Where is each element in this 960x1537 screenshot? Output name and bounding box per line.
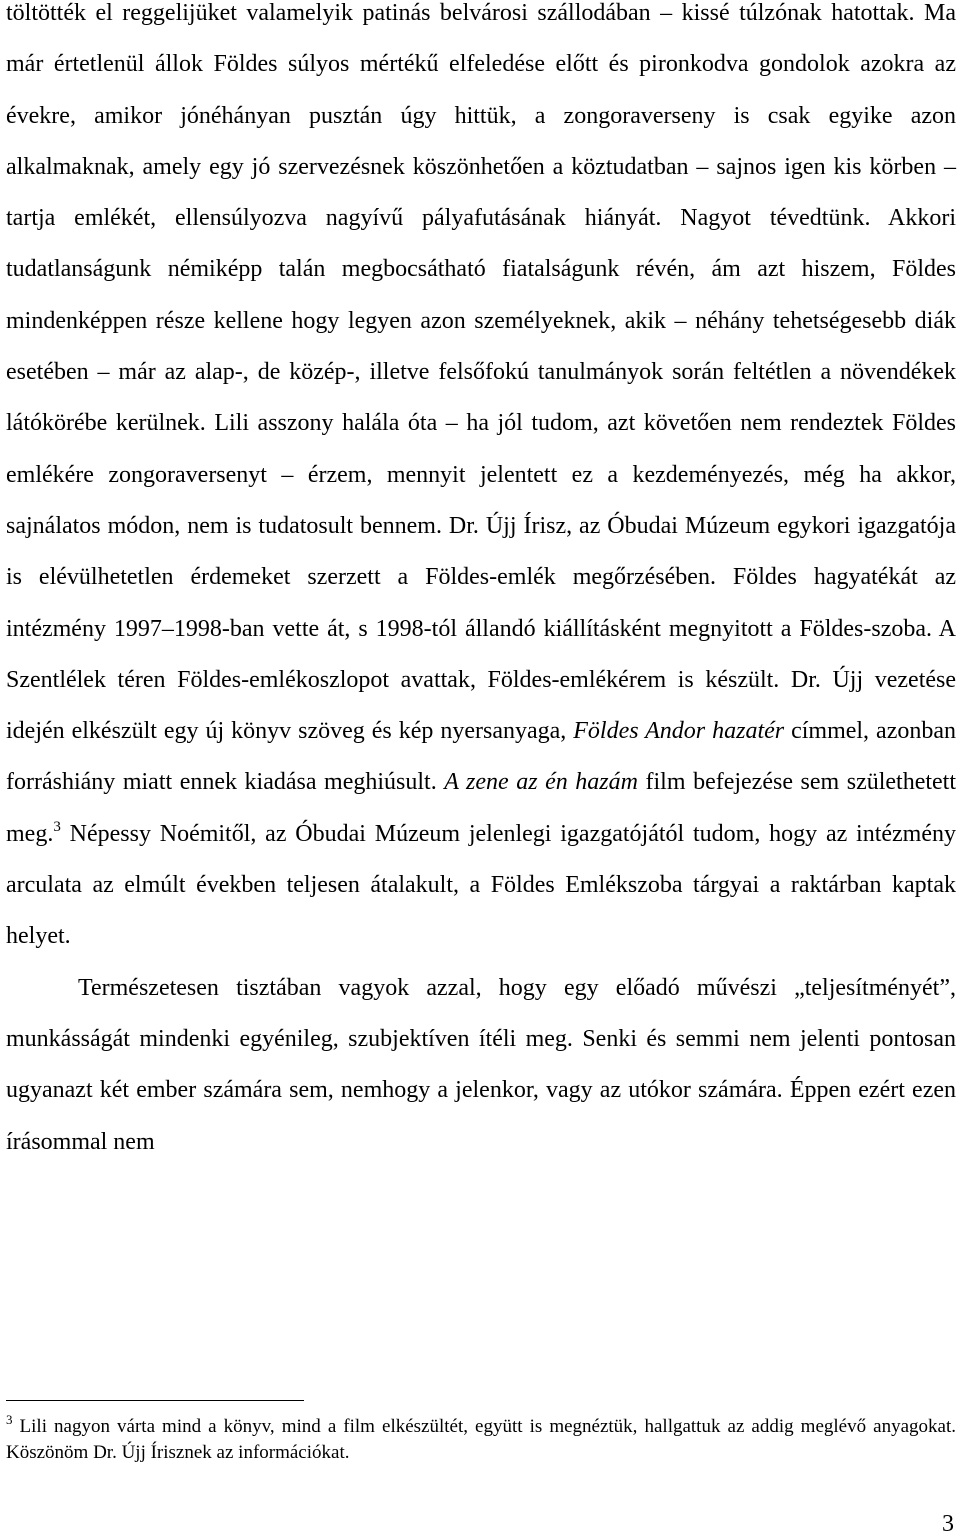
body-text [6, 0, 956, 1168]
footnote-separator [6, 1400, 304, 1401]
book-title-italic: Földes Andor hazatér [573, 718, 785, 745]
paragraph-1-text-a: töltötték el reggelijüket valamelyik patinás belvárosi szállodában – kissé túlzónak hatottak. Ma már értetlenül állok Földes súlyos mértékű elfeledése előtt és pironkodva gondolok azokra az évekre, amikor jónéhányan pusztán úgy hittük, a zongoraverseny is csak egyike azon alkalmaknak, amely egy jó szervezésnek köszönhetően a köztudatban – sajnos igen kis körben – tartja emlékét, ellensúlyozva nagyívű pályafutásának hiányát. Nagyot tévedtünk. Akkori tudatlanságunk némiképp talán megbocsátható fiatalságunk révén, ám azt hiszem, Földes mindenképpen része kellene hogy legyen azon személyeknek, akik – néhány tehetségesebb diák esetében – már az alap-, de közép-, illetve felsőfokú tanulmányok során feltétlen a növendékek látókörébe kerülnek. Lili asszony halála óta – ha jól tudom, azt követően nem rendeztek Földes emlékére zongoraversenyt – érzem, mennyit jelentett ez a kezdeményezés, még ha akkor, sajnálatos módon, nem is tudatosult bennem. Dr. Újj Írisz, az Óbudai Múzeum egykori igazgatója is elévülhetetlen érdemeket szerzett a Földes-emlék megőrzésében. Földes hagyatékát az intézmény 1997–1998-ban vette át, s 1998-tól állandó kiállításként megnyitott a Földes-szoba. A Szentlélek téren Földes-emlékoszlopot avattak, Földes-emlékérem is készült. Dr. Újj vezetése idején elkészült egy új könyv szöveg és kép nyersanyaga, [6, 0, 956, 745]
footnote-reference: 3 [53, 818, 61, 835]
footnote-text: Lili nagyon várta mind a könyv, mind a film elkészültét, együtt is megnéztük, hallgattuk az addig meglévő anyagokat. Köszönöm Dr. Újj Írisznek az információkat. [6, 1416, 956, 1463]
footnote-marker: 3 [6, 1412, 13, 1427]
paragraph-1-text-b: címmel, azonban forráshiány miatt ennek kiadása meghiúsult. [6, 718, 956, 796]
paragraph-2: Természetesen tisztában vagyok azzal, hogy egy előadó művészi „teljesítményét”, munkásságát mindenki egyénileg, szubjektíven ítéli meg. Senki és semmi nem jelenti pontosan ugyanazt két ember számára sem, nemhogy a jelenkor, vagy az utókor számára. Éppen ezért ezen írásommal nem [6, 974, 956, 1155]
page-number: 3 [942, 1511, 954, 1537]
footnote [6, 1414, 956, 1466]
film-title-italic: A zene az én hazám [444, 769, 638, 796]
paragraph-1 [6, 0, 956, 963]
paragraph-1-text-c: film befejezése sem születhetett meg. [6, 769, 957, 847]
paragraph-1-text-d: Népessy Noémitől, az Óbudai Múzeum jelenlegi igazgatójától tudom, hogy az intézmény arculata az elmúlt években teljesen átalakult, a Földes Emlékszoba tárgyai a raktárban kaptak helyet. [6, 820, 956, 950]
